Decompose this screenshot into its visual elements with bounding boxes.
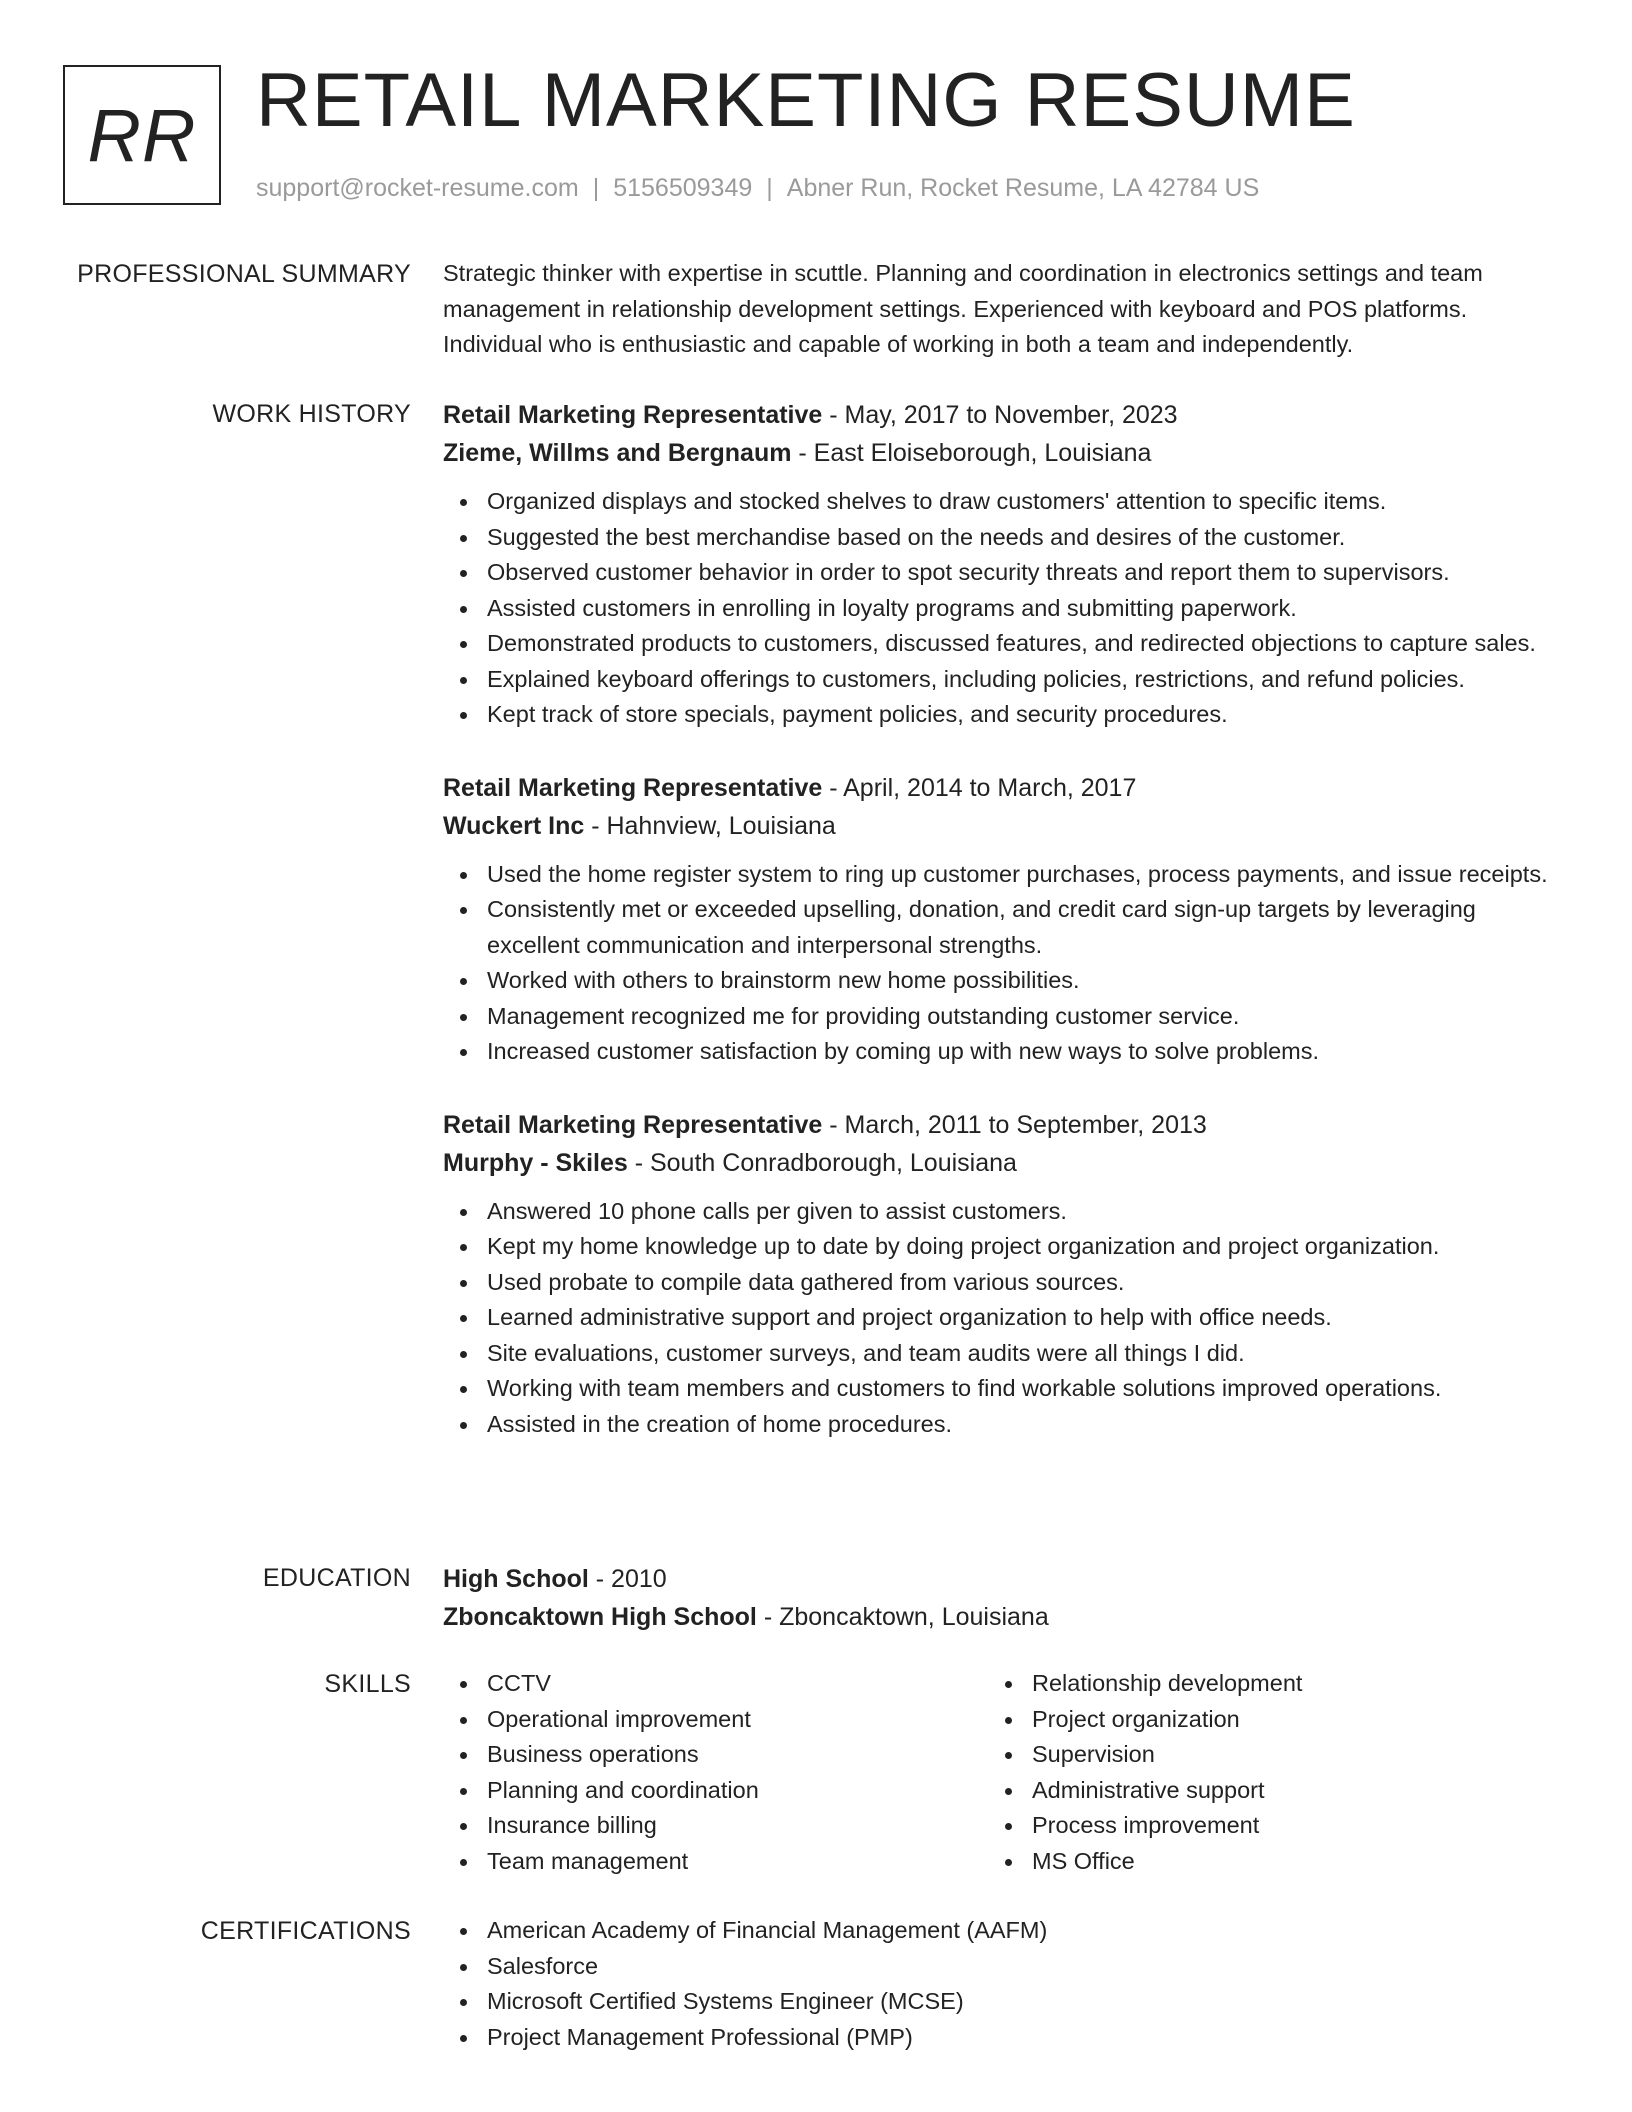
certifications-list <box>443 1913 1558 2055</box>
certification-item: Project Management Professional (PMP) <box>487 2020 1558 2056</box>
section-label-education: EDUCATION <box>262 1564 411 1592</box>
job-bullet: Learned administrative support and project organization to help with office needs. <box>487 1300 1558 1336</box>
job-bullet: Organized displays and stocked shelves to draw customers' attention to specific items. <box>487 484 1558 520</box>
skill-item: Team management <box>487 1844 988 1880</box>
job-bullet: Suggested the best merchandise based on the needs and desires of the customer. <box>487 520 1558 556</box>
job-bullet-list <box>443 484 1558 733</box>
skill-item: Operational improvement <box>487 1702 988 1738</box>
job-bullet: Observed customer behavior in order to spot security threats and report them to supervisors. <box>487 555 1558 591</box>
skill-item: Insurance billing <box>487 1808 988 1844</box>
contact-email: support@rocket-resume.com <box>256 174 579 202</box>
job-bullet-list <box>443 857 1558 1070</box>
contact-separator: | <box>766 174 773 202</box>
job-company: Murphy - Skiles <box>443 1148 628 1177</box>
job-company-line <box>443 1144 1558 1182</box>
job-bullet: Working with team members and customers to find workable solutions improved operations. <box>487 1371 1558 1407</box>
skill-item: Planning and coordination <box>487 1773 988 1809</box>
skills-column-1 <box>443 1666 988 1879</box>
job-bullet-list <box>443 1194 1558 1443</box>
job-location: - South Conradborough, Louisiana <box>627 1148 1017 1177</box>
contact-line <box>256 174 1259 203</box>
job-title: Retail Marketing Representative <box>443 773 823 802</box>
job-bullet: Site evaluations, customer surveys, and team audits were all things I did. <box>487 1336 1558 1372</box>
job-bullet: Consistently met or exceeded upselling, donation, and credit card sign-up targets by leveraging excellent communication and interpersonal strengths. <box>487 892 1558 963</box>
skill-item: MS Office <box>1032 1844 1533 1880</box>
skills-column-2 <box>988 1666 1533 1879</box>
monogram-logo <box>63 65 221 205</box>
job-dates: - May, 2017 to November, 2023 <box>822 401 1178 429</box>
job-bullet: Used the home register system to ring up customer purchases, process payments, and issue receipts. <box>487 857 1558 893</box>
job-company-line <box>443 434 1558 472</box>
skill-item: CCTV <box>487 1666 988 1702</box>
skills-list <box>443 1666 988 1879</box>
education-school-line <box>443 1598 1558 1636</box>
contact-phone: 5156509349 <box>613 174 753 202</box>
certification-item: American Academy of Financial Management (AAFM) <box>487 1913 1558 1949</box>
job-location: - Hahnview, Louisiana <box>584 811 836 840</box>
section-label-summary: PROFESSIONAL SUMMARY <box>77 260 411 288</box>
certification-item: Microsoft Certified Systems Engineer (MCSE) <box>487 1984 1558 2020</box>
job-entry <box>443 396 1558 733</box>
job-title-line <box>443 396 1558 434</box>
job-bullet: Assisted in the creation of home procedures. <box>487 1407 1558 1443</box>
contact-separator: | <box>592 174 600 202</box>
education-year: - 2010 <box>588 1565 667 1593</box>
education-school: Zboncaktown High School <box>443 1603 757 1631</box>
job-title: Retail Marketing Representative <box>443 401 823 429</box>
job-entry <box>443 769 1558 1070</box>
job-title-line <box>443 769 1558 807</box>
job-dates: - March, 2011 to September, 2013 <box>822 1110 1207 1139</box>
job-entry <box>443 1106 1558 1443</box>
section-label-skills: SKILLS <box>324 1670 411 1698</box>
section-label-work-history: WORK HISTORY <box>212 400 411 428</box>
summary-text: Strategic thinker with expertise in scuttle. Planning and coordination in electronics settings and team management in relationship development settings. Experienced with keyboard and POS platforms. Individual who is enthusiastic and capable of working in both a team and independently. <box>443 260 1483 357</box>
job-dates: - April, 2014 to March, 2017 <box>822 773 1137 802</box>
job-bullet: Kept track of store specials, payment policies, and security procedures. <box>487 697 1558 733</box>
skill-item: Relationship development <box>1032 1666 1533 1702</box>
monogram-initials: RR <box>87 93 197 177</box>
job-bullet: Demonstrated products to customers, discussed features, and redirected objections to capture sales. <box>487 626 1558 662</box>
section-label-certifications: CERTIFICATIONS <box>200 1917 411 1945</box>
education-degree: High School <box>443 1565 589 1593</box>
certification-item: Salesforce <box>487 1949 1558 1985</box>
job-bullet: Management recognized me for providing outstanding customer service. <box>487 999 1558 1035</box>
skills-grid <box>443 1666 1558 1879</box>
skill-item: Process improvement <box>1032 1808 1533 1844</box>
job-location: - East Eloiseborough, Louisiana <box>791 439 1152 467</box>
job-company: Zieme, Willms and Bergnaum <box>443 439 792 467</box>
skill-item: Supervision <box>1032 1737 1533 1773</box>
job-bullet: Worked with others to brainstorm new home possibilities. <box>487 963 1558 999</box>
job-company: Wuckert Inc <box>443 811 585 840</box>
skill-item: Business operations <box>487 1737 988 1773</box>
job-bullet: Answered 10 phone calls per given to assist customers. <box>487 1194 1558 1230</box>
job-bullet: Assisted customers in enrolling in loyalty programs and submitting paperwork. <box>487 591 1558 627</box>
job-bullet: Explained keyboard offerings to customers, including policies, restrictions, and refund policies. <box>487 662 1558 698</box>
skill-item: Project organization <box>1032 1702 1533 1738</box>
job-bullet: Kept my home knowledge up to date by doing project organization and project organization. <box>487 1229 1558 1265</box>
education-location: - Zboncaktown, Louisiana <box>756 1603 1049 1631</box>
skills-list <box>988 1666 1533 1879</box>
education-degree-line <box>443 1560 1558 1598</box>
contact-address: Abner Run, Rocket Resume, LA 42784 US <box>786 174 1260 202</box>
job-bullet: Increased customer satisfaction by coming up with new ways to solve problems. <box>487 1034 1558 1070</box>
job-company-line <box>443 807 1558 845</box>
resume-title: RETAIL MARKETING RESUME <box>256 58 1356 143</box>
skill-item: Administrative support <box>1032 1773 1533 1809</box>
job-title-line <box>443 1106 1558 1144</box>
job-title: Retail Marketing Representative <box>443 1110 823 1139</box>
job-bullet: Used probate to compile data gathered from various sources. <box>487 1265 1558 1301</box>
